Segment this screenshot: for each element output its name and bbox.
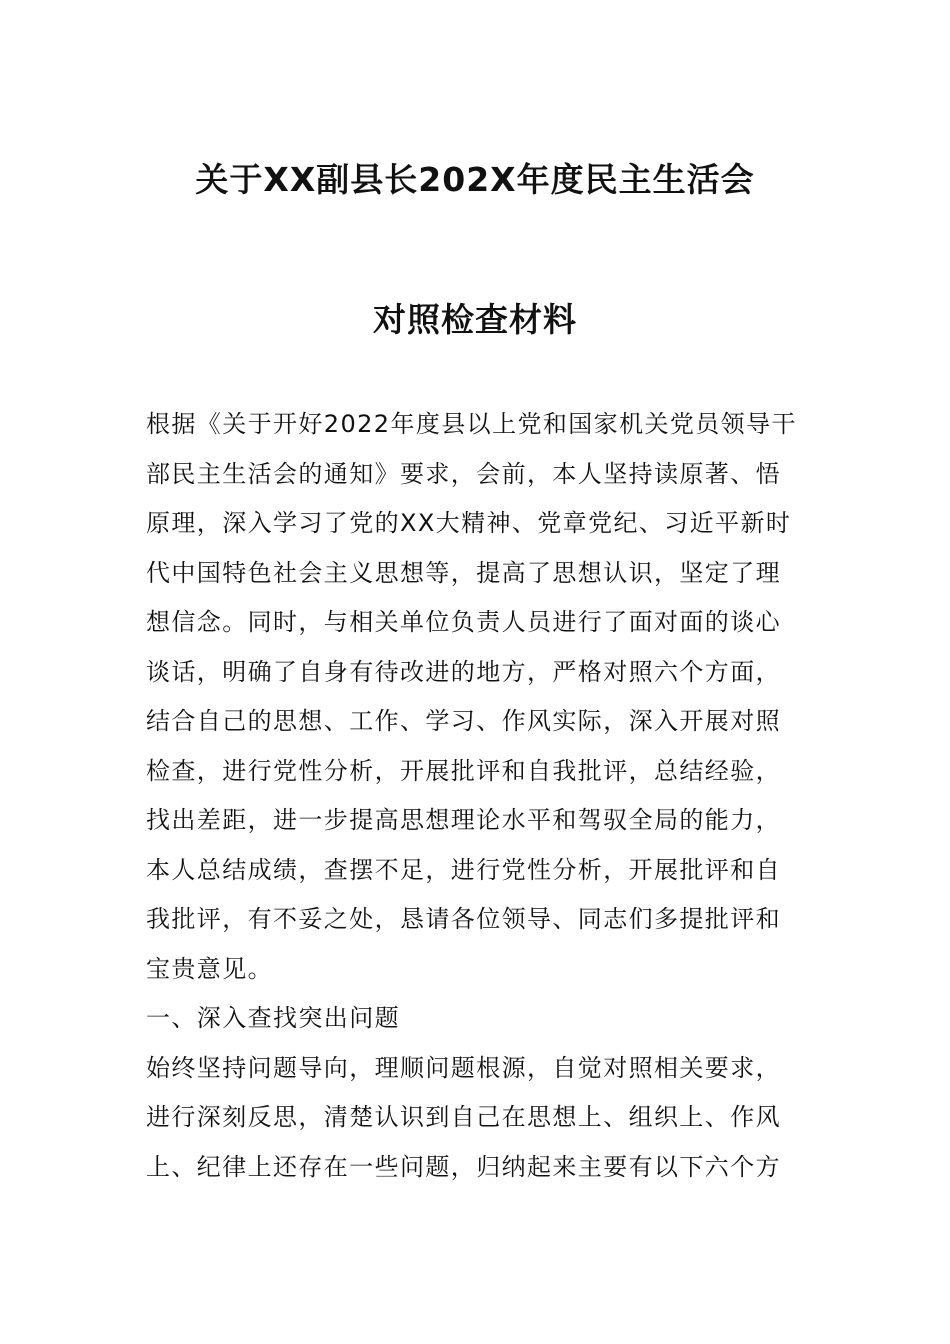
body-line: 进行深刻反思，清楚认识到自己在思想上、组织上、作风 — [146, 1103, 781, 1131]
body-line: 检查，进行党性分析，开展批评和自我批评，总结经验， — [146, 756, 781, 785]
body-line: 原理，深入学习了党的XX大精神、党章党纪、习近平新时 — [146, 509, 792, 537]
body-line: 部民主生活会的通知》要求，会前，本人坚持读原著、悟 — [146, 459, 781, 488]
body-line: 宝贵意见。 — [146, 954, 273, 983]
document-title-line-2: 对照检查材料 — [373, 300, 577, 339]
body-line: 我批评，有不妥之处，恳请各位领导、同志们多提批评和 — [146, 905, 781, 933]
body-line: 想信念。同时，与相关单位负责人员进行了面对面的谈心 — [146, 608, 781, 636]
document-body — [146, 400, 816, 1192]
body-line: 代中国特色社会主义思想等，提高了思想认识，坚定了理 — [146, 558, 781, 587]
body-line: 结合自己的思想、工作、学习、作风实际，深入开展对照 — [146, 707, 781, 735]
body-line: 谈话，明确了自身有待改进的地方，严格对照六个方面， — [146, 657, 781, 686]
body-line: 本人总结成绩，查摆不足，进行党性分析，开展批评和自 — [146, 855, 781, 884]
body-line: 始终坚持问题导向，理顺问题根源，自觉对照相关要求， — [146, 1053, 781, 1082]
section-heading: 一、深入查找突出问题 — [146, 1004, 400, 1032]
body-line: 根据《关于开好2022年度县以上党和国家机关党员领导干 — [146, 410, 797, 438]
body-line: 找出差距，进一步提高思想理论水平和驾驭全局的能力， — [146, 806, 781, 834]
body-line: 上、纪律上还存在一些问题，归纳起来主要有以下六个方 — [146, 1152, 781, 1181]
document-title-line-1: 关于XX副县长202X年度民主生活会 — [195, 160, 755, 199]
